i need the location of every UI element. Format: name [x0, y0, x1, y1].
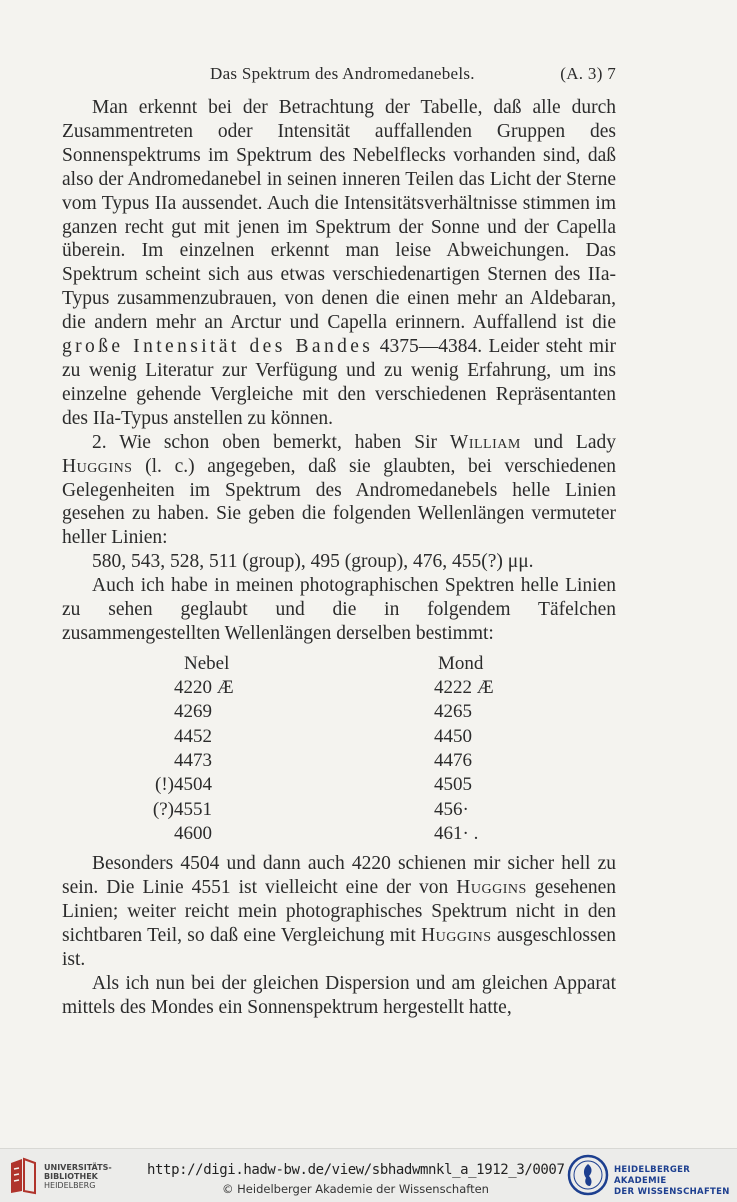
nebel-value: 4452 [174, 725, 212, 747]
nebel-value: 4551 [174, 798, 212, 820]
copyright-notice: © Heidelberger Akademie der Wissenschaften [222, 1182, 489, 1196]
table-row [62, 798, 616, 822]
nebel-value: 4600 [174, 822, 212, 844]
paragraph-4 [62, 852, 616, 972]
mond-value: 4222 Æ [434, 677, 494, 699]
nebel-value: 4220 Æ [174, 677, 234, 699]
p4-text-a: Besonders 4504 und dann auch 4220 schienen mir sicher hell zu sein. Die Linie 4551 ist vielleicht eine der von [62, 853, 616, 899]
table-row [62, 676, 616, 700]
p2-name-william: William [449, 431, 521, 453]
p4-text-c: ausgeschlossen ist. [62, 924, 616, 970]
header-page-ref: (A. 3) 7 [560, 64, 616, 83]
table-row [62, 749, 616, 773]
p4-text-b: gesehenen Linien; weiter reicht mein photographisches Spektrum nicht in den sichtbaren Teil, so daß eine Vergleichung mit [62, 877, 616, 946]
row-mark [62, 749, 174, 773]
nebel-value: 4473 [174, 750, 212, 772]
university-library-logo-icon [8, 1157, 38, 1195]
row-mark [62, 822, 174, 846]
table-row [62, 700, 616, 724]
permalink-url[interactable]: http://digi.hadw-bw.de/view/sbhadwmnkl_a_1912_3/0007 [147, 1162, 565, 1178]
p4-name-huggins-1: Huggins [456, 877, 527, 899]
p2-text-c: (l. c.) angegeben, daß sie glaubten, bei verschiedenen Gelegenheiten im Spektrum des Andromedanebels helle Linien gesehen zu haben. Sie geben die folgenden Wellenlängen vermuteter heller Linien: [62, 455, 616, 549]
mond-value: 4505 [434, 774, 472, 796]
wavelength-list: 580, 543, 528, 511 (group), 495 (group), 476, 455(?) μμ. [92, 551, 534, 573]
row-mark [62, 725, 174, 749]
header-title: Das Spektrum des Andromedanebels. [210, 64, 475, 83]
p2-name-huggins: Huggins [62, 455, 133, 477]
table-row [62, 822, 616, 846]
row-mark: (!) [155, 774, 174, 796]
p1-spaced-text: große Intensität des Bandes [62, 336, 374, 358]
body-text [62, 96, 616, 1020]
header-nebel: Nebel [184, 652, 230, 674]
table-header-row [62, 652, 616, 676]
running-header [60, 64, 616, 92]
p2-text-b: und Lady [520, 431, 616, 453]
row-mark: (?) [152, 798, 174, 820]
table-row [62, 725, 616, 749]
row-mark [62, 700, 174, 724]
p4-name-huggins-2: Huggins [421, 924, 492, 946]
paragraph-1 [62, 96, 616, 431]
paragraph-3: Auch ich habe in meinen photographischen Spektren helle Linien zu sehen geglaubt und die in folgendem Täfelchen zusammengestellten Wellenlängen derselben bestimmt: [62, 575, 616, 644]
mond-value: 461· . [434, 822, 479, 844]
wavelength-table [62, 652, 616, 846]
mond-value: 4476 [434, 750, 472, 772]
nebel-value: 4269 [174, 701, 212, 723]
academy-seal-icon [567, 1154, 609, 1196]
header-mond: Mond [438, 652, 484, 674]
nebel-value: 4504 [174, 774, 212, 796]
mond-value: 4265 [434, 701, 472, 723]
mond-value: 456· [434, 798, 469, 820]
table-row [62, 773, 616, 797]
row-mark [62, 676, 174, 700]
p2-text-a: 2. Wie schon oben bemerkt, haben Sir [92, 431, 450, 453]
library-name: UNIVERSITÄTS- BIBLIOTHEK HEIDELBERG [44, 1163, 112, 1190]
viewer-footer [0, 1148, 737, 1202]
mond-value: 4450 [434, 725, 472, 747]
academy-name: HEIDELBERGER AKADEMIE DER WISSENSCHAFTEN [614, 1165, 730, 1197]
paragraph-5: Als ich nun bei der gleichen Dispersion und am gleichen Apparat mittels des Mondes ein Sonnenspektrum hergestellt hatte, [62, 972, 616, 1018]
p1-text-a: Man erkennt bei der Betrachtung der Tabelle, daß alle durch Zusammentreten oder Intensität auffallenden Gruppen des Sonnenspektrums im Spektrum des Nebelflecks vorhanden sind, daß also der Andromedanebel in seinen inneren Teilen das Licht der Sterne vom Typus IIa aussendet. Auch die Intensitätsverhältnisse stimmen im ganzen recht gut mit jenen im Spektrum der Sonne und der Capella überein. Im einzelnen erkennt man leise Abweichungen. Das Spektrum scheint sich aus etwas verschiedenartigen Sternen des IIa-Typus zusammenzubrauen, von denen die einen mehr an Aldebaran, die andern mehr an Arctur und Capella erinnern. Auffallend ist die [62, 97, 616, 334]
p1-text-b: 4375—4384. Leider steht mir zu wenig Literatur zur Verfügung und zu wenig Erfahrung, um ins einzelne gehende Vergleiche mit den verschiedenen Repräsentanten des IIa-Typus anstellen zu können. [62, 336, 616, 429]
paragraph-2 [62, 431, 616, 551]
